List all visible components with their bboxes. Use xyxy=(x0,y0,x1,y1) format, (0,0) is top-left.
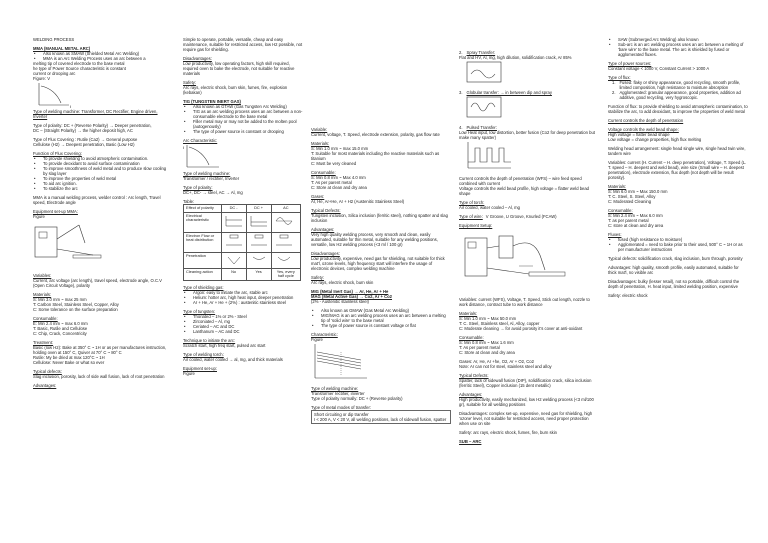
flux-cov-text: Cellulose (H2) → Deepest penetration, Basic (Low H2) xyxy=(33,142,135,147)
gases-text: Ar, He, Ar+He, Ar + H2 (Austenitic Stainless Steel) xyxy=(311,199,405,204)
table-cell xyxy=(246,252,271,268)
fluxes-bullet: • Agglomerated = need to bake prior to their used, 500° C ~ 1H or as per manufacturer instructions xyxy=(608,242,748,252)
setup-heading: Equipment set-up MMA: xyxy=(33,209,78,214)
pulsed-description: Low Heat input, low distortion, better fusion (Co2 for deep penetration but make many spatter) xyxy=(459,130,595,140)
disadvantages-text: Low productivity, expensive, need gas for shielding, not suitable for thick mat'l, ozone levels, high frequency start will interfere the usage of electronic devices, complex welding machine xyxy=(311,256,445,271)
fig-axis-i: I xyxy=(183,145,185,150)
consumable-line: E: Min 2.4 mm ~ max 6.0 mm xyxy=(33,321,88,326)
gases-note: Note: Ar can not for steel, stainless steel and alloy xyxy=(459,364,552,369)
defects-heading: Typical defects: xyxy=(33,369,62,374)
flux-bullet: • To aid arc ignition. xyxy=(33,181,171,186)
materials-line: S: Min 6.0 mm ~ Max 150.0 mm xyxy=(608,189,668,194)
disadvantages-text: Low productivity, low operating factors, high skill required, required oven to bake the electrode, not suitable for reactive materials xyxy=(183,61,295,76)
voltage-line: High voltage = flatter bead shape xyxy=(608,132,670,137)
item-number: 2. xyxy=(612,90,616,95)
consumable-line: S: Min 2.4 mm ~ Max 6.0 mm xyxy=(608,213,663,218)
fluxes-heading: Fluxes: xyxy=(608,232,622,237)
tig-bullet: • The type of power source is constant or drooping xyxy=(183,129,303,134)
materials-line: T: Carbon Steel, Stainless Steel, Copper, Alloy xyxy=(33,302,119,307)
mma-text: he type of Power Source characteristic is constant xyxy=(33,66,126,71)
table-header-cell: AC xyxy=(271,205,300,213)
advantages-heading: Advantages: xyxy=(33,383,57,388)
shielding-gas-bullet: • Ar + He, Ar + He + (2%) : austenitic stainless steel xyxy=(183,300,303,305)
gases-text: Gases: Ar, He, Ar +he, O2, Ar + O2, Co2 xyxy=(459,359,534,364)
tungsten-bullet: • Ceriated – AC and DC xyxy=(183,324,303,329)
power-source-heading: Type of power sources: xyxy=(608,61,652,66)
shielding-gas-heading: Type of shielding gas: xyxy=(183,284,224,290)
machine-text: Type of welding machine: Transformer, DC Rectifier, Engine driven, Inverter xyxy=(33,109,158,119)
technique-text: Scratch start, high freq start, pulsed arc start xyxy=(183,342,266,348)
materials-line: T: Suitable for most materials including the reactive materials such as titanium xyxy=(311,151,440,161)
flux-bullet: • To provide deoxidant to avoid surface contamination xyxy=(33,161,171,166)
safety-text: Safety: arc rays, electric shock, fumes, fire, burn skin xyxy=(459,430,557,435)
gases-heading: Gases: xyxy=(311,194,325,199)
consumable-line: C: Store at clean and dry area xyxy=(459,350,515,355)
consumable-line: C: store at clean and dry area xyxy=(608,223,664,228)
torch-heading: Type of torch: xyxy=(459,200,485,205)
materials-line: C: Moderate cleaning → for avoid porosity it's cover at anti-oxidant xyxy=(459,326,583,331)
wire-text: V Groove, U Groove, Knurled (FCAW) xyxy=(485,214,557,219)
spray-transfer-figure xyxy=(465,60,505,86)
head-arrangement-text: Welding head arrangement: single head single wire, single head twin wire, tandem wire xyxy=(608,146,746,156)
variables-text: Current, arc voltage (arc length), travel speed, electrode angle, O.C.V (Open Circuit Voltage), polarity xyxy=(33,278,162,288)
wire-heading: Type of wire: xyxy=(459,214,483,219)
tig-bullet: • Also known as GTAW (Gas Tungsten Arc Welding) xyxy=(183,104,303,109)
advantages-text: Advantages: high quality, smooth profile, easily automated, suitable for thick mat'l, no visible arc xyxy=(608,265,739,275)
column-1 xyxy=(33,37,171,388)
spray-heading: Spray Transfer: xyxy=(466,50,496,55)
mma-text: current or drooping arc xyxy=(33,71,76,76)
mma-bullet: • Also known as SMAW (Shielded Metal Arc Welding) xyxy=(33,51,171,56)
safety-text: Safety: electric shock xyxy=(608,293,648,298)
defects-heading: Typical Defects: xyxy=(459,373,489,378)
tungsten-bullet: • Zirconiated – Al, mg xyxy=(183,319,303,324)
saw-bullet: • Sub-arc is an arc welding process uses an arc between a melting of 'bare wire' to the base metal. The arc is shielded by fused or agglomerated fluxes. xyxy=(608,42,748,57)
table-cell xyxy=(271,212,300,232)
polarity-text: DC – (Straight Polarity) → the higher deposit high, AC xyxy=(33,128,133,133)
characteristic-heading: Characteristic: xyxy=(311,332,338,337)
voltage-heading: Voltage controls the weld bead shape: xyxy=(608,127,679,132)
variable-heading: Variable: xyxy=(311,127,328,132)
flux-bullet: • To improve smoothness of weld metal and to produce slow cooling by slag layer xyxy=(33,166,171,176)
tig-characteristic-figure xyxy=(183,143,223,171)
equipment-setup-heading: Equipment Setup: xyxy=(459,223,493,228)
column-4 xyxy=(459,50,599,444)
flux-type-text: Fused: flaky or shiny appearance, good recycling, smooth profile, limited composition, high resistance to moisture absorption xyxy=(619,80,741,90)
tig-machine-text: Transformer / rectifier, Inverter xyxy=(183,176,240,181)
tig-bullet: • Filler metal may or may not be added to the molten pool (autogenously) xyxy=(183,119,303,129)
disadvantages-heading: Disadvantages: xyxy=(311,251,340,256)
mig-bullet: • MIG/MAG is an arc welding process uses an arc between a melting tip of 'solid wire' to the base metal xyxy=(311,313,451,323)
figure-label: Figure: V xyxy=(33,76,50,81)
tungsten-bullet: • Lanthanum – AC and DC xyxy=(183,329,303,334)
advantages-text: High productivity, easily mechanized, low H2 welding process (<3 ml/100 gr), suitable for all welding positions xyxy=(459,397,594,407)
consumable-line: T: as per parent metal xyxy=(608,218,649,223)
variables-heading: Variables: xyxy=(33,273,52,278)
safety-heading: Safety: xyxy=(311,275,325,280)
current-control-text: Current controls the depth of penetration xyxy=(608,118,684,123)
consumable-heading: Consumable: xyxy=(608,208,633,213)
machine-heading: Type of welding machine: xyxy=(311,386,359,391)
consumable-line: C: Chip, Crack, Concentricity xyxy=(33,331,87,336)
mig-bullet: • The type of power source is constant voltage or flat xyxy=(311,323,451,328)
drooping-characteristic-figure xyxy=(33,81,73,109)
transfer-line: Short circuiting or dip transfer xyxy=(314,412,369,417)
item-number: 2. xyxy=(459,50,463,55)
disadvantages-text: Disadvantages: bulky (lesser retail), not so portable, difficult control the depth of penetration, H. heat input, limited welding position, expensive xyxy=(608,279,740,289)
consumable-line: T: As per parent metal xyxy=(311,180,352,185)
materials-heading: Materials: xyxy=(608,184,627,189)
flux-bullet: • To improve the properties of weld metal xyxy=(33,176,171,181)
globular-transfer-figure xyxy=(465,95,505,121)
consumable-heading: Consumable: xyxy=(311,170,336,175)
table-cell xyxy=(271,252,300,268)
voltage-control-text: Voltage controls the weld bead profile, high voltage = flatter weld bead shape xyxy=(459,186,590,196)
saw-bullet: • SAW (Submerged Arc Welding) also known xyxy=(608,37,748,42)
arc-characteristic-heading: Arc Characteristic: xyxy=(183,138,218,143)
table-cell xyxy=(221,212,246,232)
mig-heading: MIG (Metal Inert Gas) → Ar, He, Ar + He xyxy=(311,289,389,294)
item-number: 1. xyxy=(612,80,616,85)
advantages-text: Very high quality welding process, very smooth and clean, easily automated, suitable for thin metal, suitable for any welding positions, versatile, low H2 welding process (<3 ml / 100 gr) xyxy=(311,232,438,247)
materials-line: T: C. Steel, S. Steel, Alloy xyxy=(608,194,656,199)
disadvantages-heading: Disadvantages: xyxy=(183,56,212,61)
intro-text: Simple to operate, portable, versatile, cheap and easy maintenance, suitable for restricted access, low H2 possible, not require gas for shielding. xyxy=(183,37,303,52)
table-cell xyxy=(221,252,246,268)
tig-polarity-heading: Type of polarity: xyxy=(183,185,213,190)
variable-text: Current, voltage, T. Speed, electrode extension, polarity, gas flow rate xyxy=(311,132,440,137)
materials-line: T: C. Steel, Stainless steel, Al, Alloy, copper xyxy=(459,321,540,326)
advantages-heading: Advantages: xyxy=(311,227,335,232)
flux-cov-text: Type of Flux Covering : Rutile (Ca2) → General purpose xyxy=(33,137,138,142)
characteristic-figure-label: Figure xyxy=(311,337,323,342)
table-header-cell: Effect of polarity xyxy=(184,205,222,213)
pulsed-heading: Pulsed Transfer: xyxy=(466,125,497,130)
mma-bullet: • MMA is an Arc Welding Process uses an arc between a xyxy=(33,56,171,61)
mig-note: (2% - Austenitic stainless steel) xyxy=(311,299,369,304)
consumable-line: C: Store at clean and dry area xyxy=(311,185,367,190)
advantages-heading: Advantages: xyxy=(459,392,483,397)
polarity-effects-table xyxy=(183,204,301,281)
setup-figure-label: Figure xyxy=(183,370,195,376)
shielding-gas-bullet: • Helium: hotter arc, high heat input, deeper penetration xyxy=(183,295,303,300)
globular-heading: Globular transfer: → in between dip and spray xyxy=(466,90,552,95)
table-cell xyxy=(246,232,271,252)
item-number: 3. xyxy=(459,90,463,95)
materials-heading: Materials: xyxy=(459,311,478,316)
flux-type-heading: Type of flux: xyxy=(608,75,631,80)
flux-bullet: • To stabilize the arc xyxy=(33,186,171,191)
column-2 xyxy=(183,37,303,376)
table-row-label: Cleaning action xyxy=(184,268,222,280)
transfer-box xyxy=(311,410,451,424)
table-cell: No xyxy=(221,268,246,280)
mig-bullet: • Also known as GMAW (Gas Metal Arc Welding) xyxy=(311,308,451,313)
column-5 xyxy=(608,37,748,298)
flux-type-item xyxy=(608,80,748,90)
column-3 xyxy=(311,127,451,424)
current-control-text: Current controls the depth of penetration (WFS) – wire feed speed combined with current xyxy=(459,176,582,186)
defects-heading: Typical Defects: xyxy=(311,208,341,213)
mma-text: melting tip of covered electrode to the base metal xyxy=(33,61,125,66)
defects-text: Tungsten inclusion, Silica inclusion (ferritic steel), nothing spatter and slag inclusion xyxy=(311,213,448,223)
treatment-text: Cellulose: Never Bake or what so ever xyxy=(33,360,105,365)
table-row-label: Electron Flow or heat distribution xyxy=(184,232,222,252)
tungsten-bullet: • Thoriated – 1% or 2% - Steel xyxy=(183,314,303,319)
table-cell: Yes, every half cycle xyxy=(271,268,300,280)
table-cell xyxy=(271,232,300,252)
treatment-text: Rutile: My be dried at max 120°C ~ 1H xyxy=(33,355,105,360)
defects-text: Slag inclusion, porosity, lack of side wall fusion, lack of root penetration xyxy=(33,374,165,379)
variables-text: Variables: current (H. Current – H. deep penetration), Voltage, T. Speed (L. T. speed – H. deepest and weld bead), wire size (Small wire – H. deepest penetration), electrode extension, flux depth (not depth will be result porosity). xyxy=(608,160,747,180)
mig-setup-figure xyxy=(459,228,569,293)
table-row-label: Penetration xyxy=(184,252,222,268)
materials-line: S: Min 3.0 mm ~ max 25 mm xyxy=(33,297,87,302)
mag-heading: MAG (Metal Active Gas) → Co2, Ar + Co2 xyxy=(311,294,393,299)
mma-heading: MMA (MANUAL METAL ARC) xyxy=(33,46,91,51)
technique-heading: Technique to initiate the arc: xyxy=(183,337,236,343)
table-cell xyxy=(221,232,246,252)
treatment-text: Basic (low H2): Bake at 350° C ~ 1H or as per manufactures instruction, holding oven at 150° C, Quiver at 70° C ~ 80° C xyxy=(33,345,167,355)
document-title: WELDING PROCESS xyxy=(33,37,75,42)
tig-machine-heading: Type of welding machine: xyxy=(183,171,231,176)
disadvantages-text: Disadvantages: complex set-up, expensive, need gas for shielding, high 'ozone' level, not suitable for restricted access, need proper protection when use on site xyxy=(459,411,593,426)
table-label: Table: xyxy=(183,199,195,204)
setup-heading: Equipment set-up: xyxy=(183,365,217,371)
consumable-line: S: Min 0.8 mm ~ Max 1.6 mm xyxy=(459,340,514,345)
polarity-text: Type of polarity: DC + (Reverse Polarity) → Deeper penetration, xyxy=(33,123,152,128)
materials-line: S: Min 1.0 mm ~ Max 50.0 mm xyxy=(459,316,517,321)
mig-characteristic-figure xyxy=(311,342,371,382)
fig-axis-i: I xyxy=(70,104,72,109)
item-number: 4. xyxy=(459,125,463,130)
transfer-line: I < 200 A, V < 20 V, all welding positions, lack of sidewall fusion, spatter xyxy=(314,417,447,422)
flux-type-item xyxy=(608,90,748,100)
table-cell xyxy=(246,212,271,232)
table-header-cell: DC + xyxy=(246,205,271,213)
materials-heading: Materials: xyxy=(33,292,52,297)
polarity-text: Type of polarity normally: DC + (Reverse polarity) xyxy=(311,396,403,401)
mma-setup-figure xyxy=(33,219,103,269)
defects-text: Typical defects: solidification crack, slag inclusion, burn through, porosity xyxy=(608,256,743,261)
torch-text: Air cooled, water cooled → al, mg, and thick materials xyxy=(183,356,283,362)
materials-line: C: Some tolerance on the surface preparation xyxy=(33,307,118,312)
spray-description: Flat and HV, Al, mg, high dilution, solidification crack, Ar 85% xyxy=(459,55,572,60)
tig-heading: TIG (TUNGSTEN INERT GAS) xyxy=(183,99,241,104)
machine-text: Transformer rectifier, inverter xyxy=(311,391,365,396)
setup-figure-label: Figure xyxy=(33,214,45,219)
transfer-heading: Type of metal modes of transfer: xyxy=(311,405,372,410)
materials-line: C: Must be very cleaned xyxy=(311,161,357,166)
consumable-heading: Consumable: xyxy=(33,316,58,321)
flux-function-text: Function of flux: to provide shielding to avoid atmospheric contamination, to stabilize the arc, to add deoxidant, to improve the properties of weld metal xyxy=(608,104,748,114)
torch-text: Air cooled, water cooled – Al, mg xyxy=(459,205,520,210)
consumable-line: T: As per parent metal xyxy=(459,345,500,350)
table-cell: Yes xyxy=(246,268,271,280)
shielding-gas-bullet: • Argon: easy to initiate the arc, stable arc xyxy=(183,290,303,295)
materials-line: S: Min 1.0 mm ~ max 15.0 mm xyxy=(311,146,369,151)
tig-bullet: • TIG as an arc welding process uses an arc between a non-consumable electrode to the base metal xyxy=(183,109,303,119)
voltage-line: Low voltage = change properties, high flux melting xyxy=(608,137,702,142)
globular-transfer-item xyxy=(459,90,599,95)
fluxes-bullet: • fused (high resistance to moisture) xyxy=(608,237,748,242)
defects-text: Spatter, lack of sidewall fusion (DIP), solidification crack, silica inclusion (ferritic Steel), Copper inclusion (15 dent metallic) xyxy=(459,378,592,388)
materials-heading: Materials: xyxy=(311,141,330,146)
consumable-heading: Consumable: xyxy=(459,335,484,340)
materials-line: C: Moderated Cleaning xyxy=(608,199,652,204)
safety-text: Arc rays, electric shock, burn skin xyxy=(311,280,374,285)
table-row-label: Electrical characteristic xyxy=(184,212,222,232)
consumable-line: S: Min 0.8 mm ~ Max 4.0 mm xyxy=(311,175,366,180)
sub-arc-heading: SUB – ARC xyxy=(459,439,482,444)
pulsed-transfer-figure xyxy=(465,140,515,172)
flux-bullet: • To provide shielding to avoid atmospheric contamination. xyxy=(33,156,171,161)
tungsten-heading: Type of tungsten: xyxy=(183,308,216,314)
torch-heading: Type of welding torch: xyxy=(183,351,224,357)
consumable-line: T: Basic, Rutile and Cellulose xyxy=(33,326,88,331)
safety-text: Arc rays, electric shock, burn skin, fumes, fire, explosion (kebakan) xyxy=(183,85,288,95)
table-header-cell: DC - xyxy=(221,205,246,213)
power-source-text: Constant voltage < 1000 V, Constant Current > 1000 A xyxy=(608,66,710,71)
variables-text: Variables: current (WFS), Voltage, T. Speed, Stick out length, nozzle to work distance, contract tube to work distance xyxy=(459,297,590,307)
flux-type-text: Agglomerated: granular appearance, good properties, addition ad additive, good recycling, very hygroscopic. xyxy=(619,90,741,100)
tig-polarity-text: DC+, DC- → steel, AC → Al, mg xyxy=(183,190,243,195)
flux-function-heading: Function of Flux Covering: xyxy=(33,151,82,156)
safety-heading: Safety: xyxy=(183,80,197,85)
mma-manual-text: MMA is a manual welding process, welder control : Arc length, Travel speed, Electrode angle xyxy=(33,195,161,205)
treatment-heading: Treatment: xyxy=(33,340,54,345)
